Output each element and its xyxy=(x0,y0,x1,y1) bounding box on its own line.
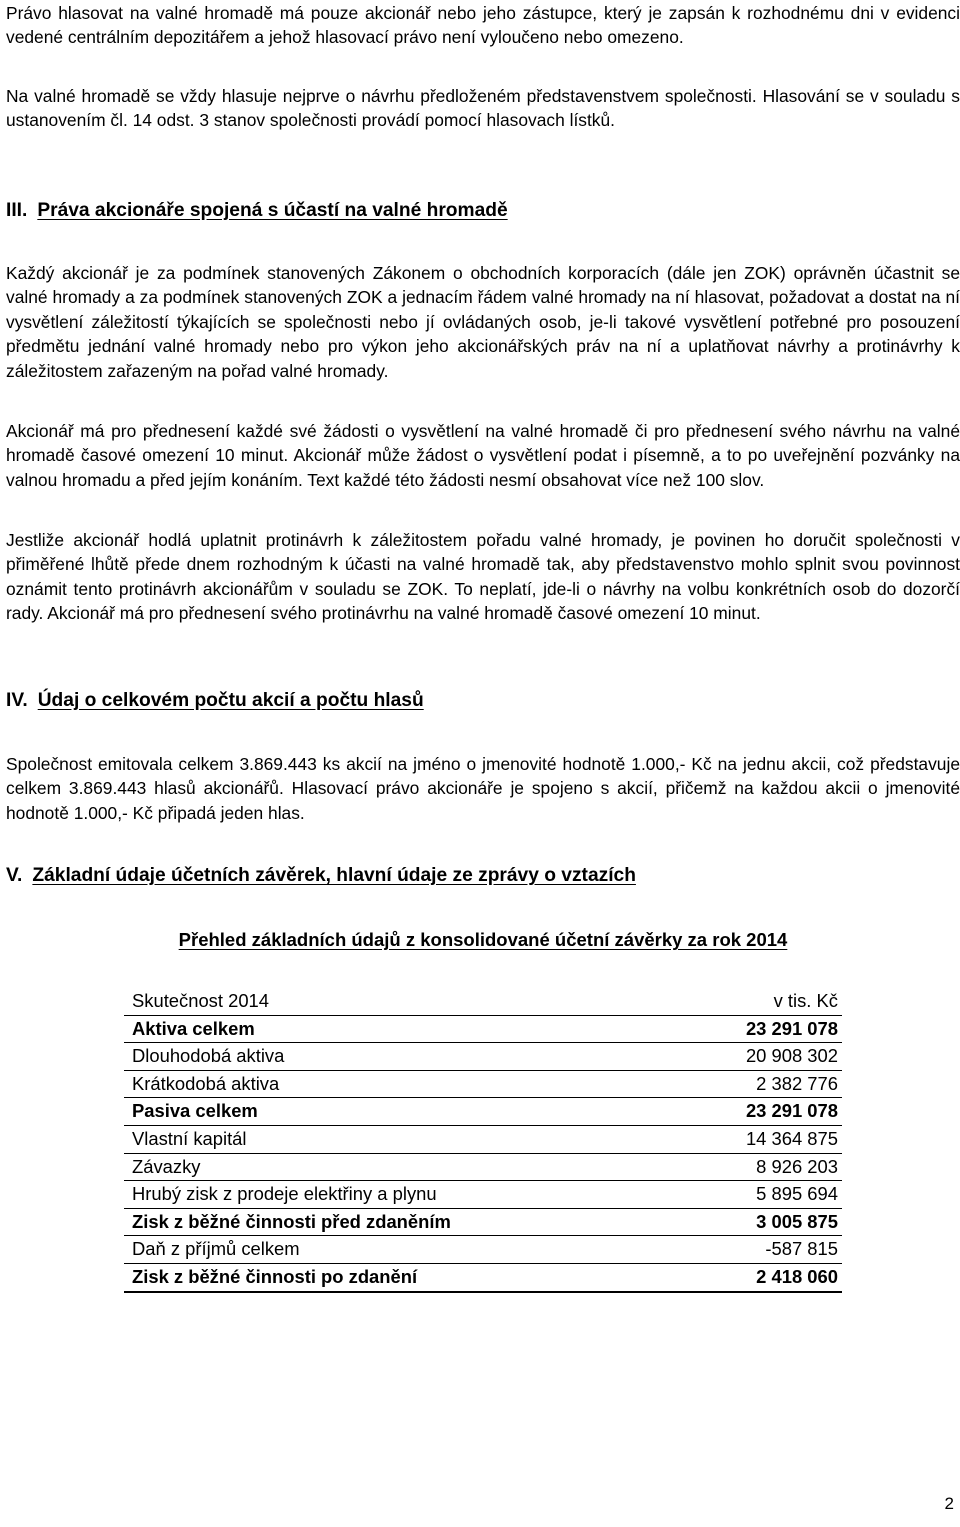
financial-summary-table xyxy=(124,988,842,1293)
intro-paragraph-voting-right: Právo hlasovat na valné hromadě má pouze akcionář nebo jeho zástupce, který je zapsán k rozhodnému dni v evidenci vedené centrálním depozitářem a jehož hlasovací právo není vyloučeno nebo omezeno. xyxy=(6,3,960,48)
table-row-label: Zisk z běžné činnosti po zdanění xyxy=(124,1263,669,1291)
section-3-paragraph-time-limit: Akcionář má pro přednesení každé své žádosti o vysvětlení na valné hromadě či pro přednesení svého návrhu na valné hromadě časové omezení 10 minut. Akcionář může žádost o vysvětlení podat i písemně, a to po uveřejnění pozvánky na valnou hromadu a před jejím konáním. Text každé této žádosti nesmí obsahovat více než 100 slov. xyxy=(6,421,960,490)
financial-table-title: Přehled základních údajů z konsolidované účetní závěrky za rok 2014 xyxy=(178,929,788,950)
section-5-heading xyxy=(6,864,636,888)
table-row-value: 23 291 078 xyxy=(669,1098,842,1126)
intro-paragraph-voting-procedure: Na valné hromadě se vždy hlasuje nejprve o návrhu předloženém představenstvem společnosti. Hlasování se v souladu s ustanovením čl. 14 odst. 3 stanov společnosti provádí pomocí hlasovach lístků. xyxy=(6,86,960,131)
page-number: 2 xyxy=(944,1494,954,1513)
table-row-label: Hrubý zisk z prodeje elektřiny a plynu xyxy=(124,1181,669,1209)
section-4-paragraph-shares: Společnost emitovala celkem 3.869.443 ks akcií na jméno o jmenovité hodnotě 1.000,- Kč na jednu akcii, což představuje celkem 3.869.443 hlasů akcionářů. Hlasovací právo akcionáře je spojeno s akcií, přičemž na každou akcii o jmenovité hodnotě 1.000,- Kč připadá jeden hlas. xyxy=(6,754,960,823)
table-header-unit: v tis. Kč xyxy=(669,988,842,1015)
table-row-label: Závazky xyxy=(124,1153,669,1181)
section-5-number: V. xyxy=(6,865,23,886)
table-row-label: Daň z příjmů celkem xyxy=(124,1236,669,1264)
table-header-row xyxy=(124,988,842,1015)
section-3-paragraph-counterproposal: Jestliže akcionář hodlá uplatnit protinávrh k záležitostem pořadu valné hromady, je povinen ho doručit společnosti v přiměřené lhůtě přede dnem rozhodným k účasti na valné hromadě tak, aby představenstvo mohlo splnit svou povinnost oznámit tento protinávrh akcionářům v souladu se ZOK. To neplatí, jde-li o návrhy na volbu konkrétních osob do dozorčí rady. Akcionář má pro přednesení svého protinávrhu na valné hromadě časové omezení 10 minut. xyxy=(6,530,960,624)
table-row-value: 8 926 203 xyxy=(669,1153,842,1181)
section-4-title: Údaj o celkovém počtu akcií a počtu hlasů xyxy=(37,690,424,711)
table-row xyxy=(124,1263,842,1291)
table-row xyxy=(124,1043,842,1071)
section-5-title: Základní údaje účetních závěrek, hlavní údaje ze zprávy o vztazích xyxy=(32,865,636,886)
table-row-value: 2 418 060 xyxy=(669,1263,842,1291)
table-row xyxy=(124,1015,842,1043)
table-row-label: Pasiva celkem xyxy=(124,1098,669,1126)
table-row-value: 2 382 776 xyxy=(669,1070,842,1098)
table-row-label: Aktiva celkem xyxy=(124,1015,669,1043)
table-row-label: Dlouhodobá aktiva xyxy=(124,1043,669,1071)
table-row-value: 23 291 078 xyxy=(669,1015,842,1043)
section-4-heading xyxy=(6,689,424,713)
section-3-paragraph-rights: Každý akcionář je za podmínek stanovených Zákonem o obchodních korporacích (dále jen ZOK) oprávněn účastnit se valné hromady a za podmínek stanovených ZOK a jednacím řádem valné hromady na ní hlasovat, požadovat a dostat na ní vysvětlení záležitostí týkajících se společnosti nebo jí ovládaných osob, je-li takové vysvětlení potřebné pro posouzení předmětu jednání valné hromady nebo pro výkon jeho akcionářských práv na ní a uplatňovat návrhy a protinávrhy k záležitostem zařazeným na pořad valné hromady. xyxy=(6,263,960,381)
table-row xyxy=(124,1208,842,1236)
table-row xyxy=(124,1181,842,1209)
section-3-title: Práva akcionáře spojená s účastí na valné hromadě xyxy=(37,200,508,221)
table-row-value: 14 364 875 xyxy=(669,1125,842,1153)
table-row xyxy=(124,1125,842,1153)
table-row-label: Zisk z běžné činnosti před zdaněním xyxy=(124,1208,669,1236)
section-3-number: III. xyxy=(6,200,28,221)
table-row-value: 20 908 302 xyxy=(669,1043,842,1071)
section-3-heading xyxy=(6,199,508,223)
table-row-label: Vlastní kapitál xyxy=(124,1125,669,1153)
table-row-value: -587 815 xyxy=(669,1236,842,1264)
table-row xyxy=(124,1098,842,1126)
table-row-value: 5 895 694 xyxy=(669,1181,842,1209)
table-row-value: 3 005 875 xyxy=(669,1208,842,1236)
table-row xyxy=(124,1153,842,1181)
table-header-label: Skutečnost 2014 xyxy=(124,988,669,1015)
table-row xyxy=(124,1236,842,1264)
table-row xyxy=(124,1070,842,1098)
table-row-label: Krátkodobá aktiva xyxy=(124,1070,669,1098)
section-4-number: IV. xyxy=(6,690,28,711)
